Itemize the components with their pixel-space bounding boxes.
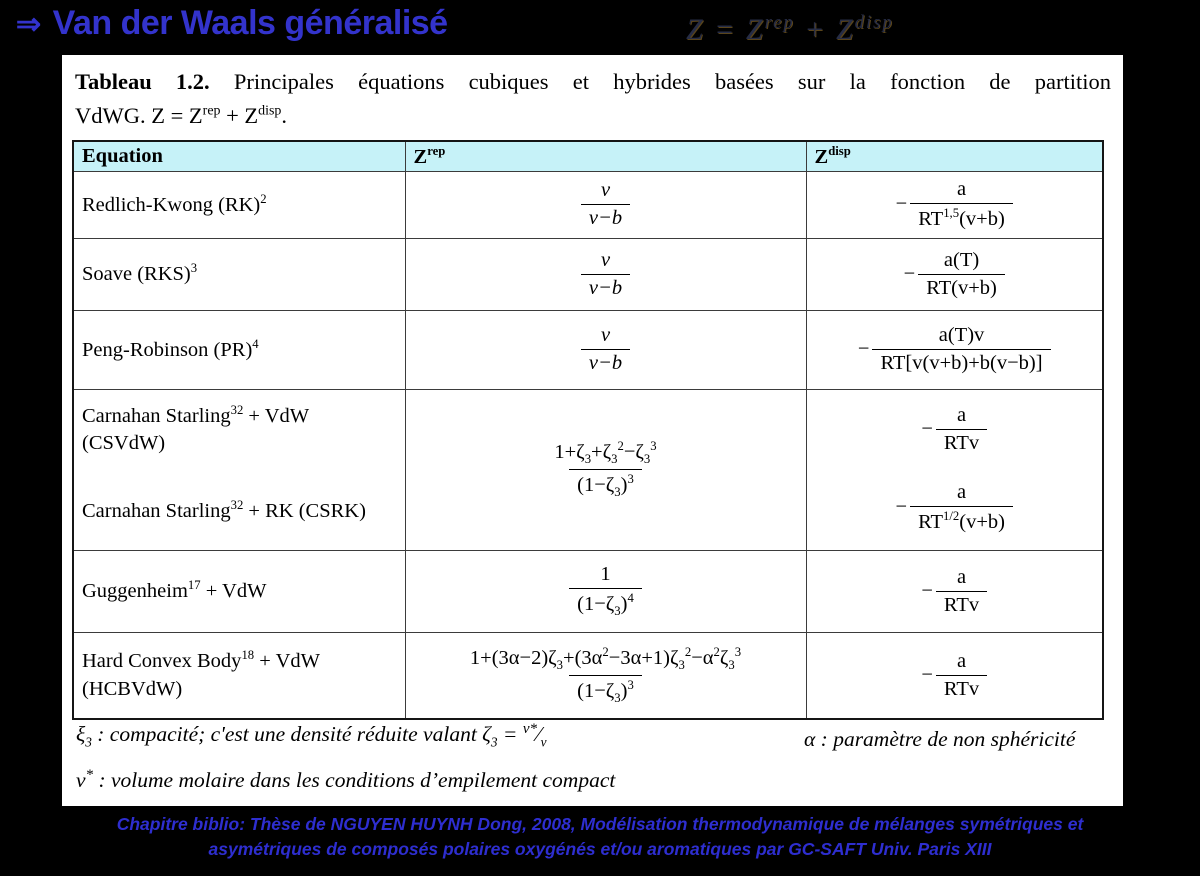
equation-name-cell: Hard Convex Body$^{18}$ + VdW (HCBVdW): [73, 632, 405, 719]
footer-credit: [0, 812, 1200, 862]
content-panel: [62, 55, 1123, 806]
formula-fraction: $1+(3\alpha-2)\zeta_3+(3\alpha^2-3\alpha+1)\zeta_3^2-\alpha^2\zeta_3^3$ $(1-\zeta_3)^3$: [469, 645, 742, 705]
zdisp-cell: [806, 389, 1103, 550]
zrep-cell: [405, 632, 806, 719]
zdisp-cell: [806, 550, 1103, 632]
column-header-equation: Equation: [73, 141, 405, 171]
note-vstar-molar-volume: v* : volume molaire dans les conditions d’empilement compact: [76, 767, 616, 793]
zdisp-cell: [806, 238, 1103, 310]
page-title: Van der Waals généralisé: [52, 4, 448, 42]
footer-credit-line1: Chapitre biblio: Thèse de NGUYEN HUYNH Dong, 2008, Modélisation thermodynamique de mélanges symétriques et: [116, 814, 1084, 834]
equation-name-cell: Redlich-Kwong (RK)$^2$: [73, 171, 405, 238]
caption-line1: [75, 65, 1111, 99]
caption-line2: VdWG. $Z = Z^{rep} + Z^{disp}$.: [75, 102, 288, 128]
caption-label: Tableau 1.2.: [75, 69, 210, 94]
zrep-cell: [405, 171, 806, 238]
equation-name-cell: Soave (RKS)$^3$: [73, 238, 405, 310]
formula-fraction: 1 $(1-\zeta_3)^4$: [569, 563, 642, 619]
zrep-cell: [405, 550, 806, 632]
zdisp-cell: [806, 632, 1103, 719]
caption-text: Principales équations cubiques et hybrides basées sur la fonction de partition: [209, 69, 1111, 94]
table-row: [73, 632, 1103, 719]
formula-fraction: − $\frac{a(T)}{RT(v+b)}$: [904, 249, 1005, 300]
equation-name-cell: [73, 389, 405, 550]
zdisp-cell: [806, 310, 1103, 389]
table-header-row: [73, 141, 1103, 171]
footer-credit-line2: asymétriques de composés polaires oxygénés et/ou aromatiques par GC-SAFT Univ. Paris XIII: [208, 839, 992, 859]
equation-name: Carnahan Starling$^{32}$ + RK (CSRK): [82, 498, 366, 523]
page-title-row: [16, 4, 448, 43]
column-header-zrep: $Z^{rep}$: [405, 141, 806, 171]
note-alpha-sphericity: α : paramètre de non sphéricité: [804, 727, 1076, 751]
formula-fraction: v v−b: [581, 324, 630, 375]
table-row: [73, 310, 1103, 389]
zrep-cell: [405, 238, 806, 310]
formula-fraction: − $\frac{a}{RT^{1/2}(v+b)}$: [896, 481, 1013, 534]
equation-name: Carnahan Starling$^{32}$ + VdW (CSVdW): [82, 402, 310, 455]
table-row: [73, 550, 1103, 632]
equation-name-cell: Guggenheim$^{17}$ + VdW: [73, 550, 405, 632]
note-xi-compacity: $\xi_3$ : compacité; c'est une densité réduite valant $\zeta_3$ = $^{v*}⁄_v$: [76, 721, 547, 750]
formula-fraction: − $\frac{a}{RT^{1,5}(v+b)}$: [896, 178, 1013, 231]
table-row: [73, 389, 1103, 550]
equation-name-cell: Peng-Robinson (PR)$^4$: [73, 310, 405, 389]
formula-fraction: − a RTv: [921, 404, 987, 455]
table-row: [73, 238, 1103, 310]
formula-fraction: − a RTv: [921, 650, 987, 701]
zrep-cell: [405, 389, 806, 550]
table-row: [73, 171, 1103, 238]
table-caption: [75, 65, 1111, 133]
zrep-cell: [405, 310, 806, 389]
arrow-icon: ⇒: [16, 8, 41, 41]
column-header-zdisp: $Z^{disp}$: [806, 141, 1103, 171]
formula-fraction: $1+\zeta_3+\zeta_3^2-\zeta_3^3$ $(1-\zeta_3)^3$: [554, 439, 657, 500]
formula-fraction: v v−b: [581, 249, 630, 300]
formula-fraction: v v−b: [581, 179, 630, 230]
formula-fraction: − a RTv: [921, 566, 987, 617]
partition-function-formula: $Z = Z^{rep} + Z^{disp}$: [686, 12, 894, 46]
zdisp-cell: [806, 171, 1103, 238]
formula-fraction: − $\frac{a(T)v}{RT[v(v+b)+b(v-b)]}$: [858, 324, 1051, 375]
equations-table: [72, 140, 1104, 720]
